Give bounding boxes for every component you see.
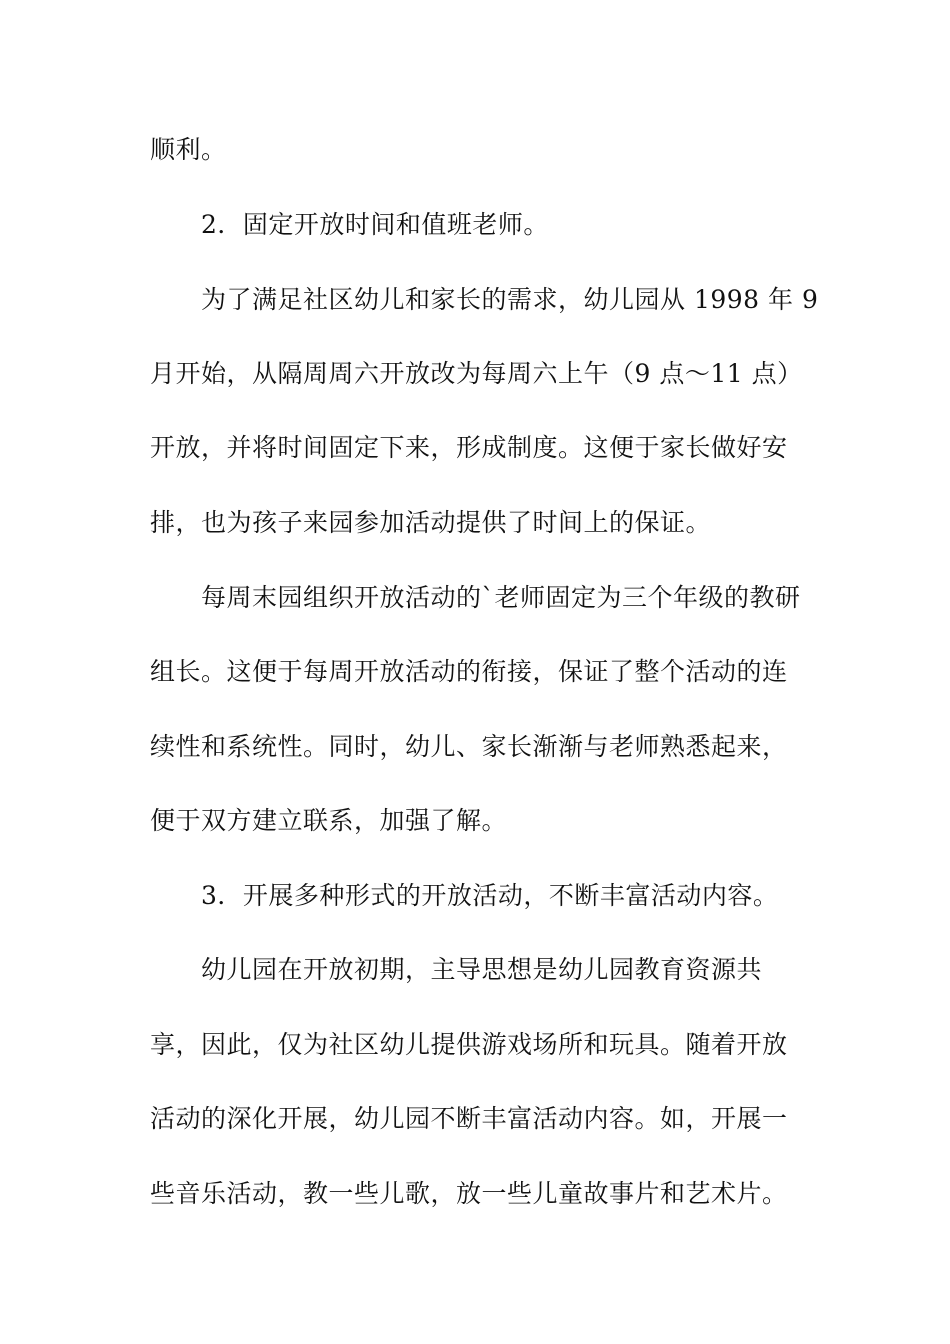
text-line: 些音乐活动，教一些儿歌，放一些儿童故事片和艺术片。 (150, 1179, 788, 1208)
text-line: 为了满足社区幼儿和家长的需求，幼儿园从 1998 年 9 (201, 285, 819, 314)
text-line: 开放，并将时间固定下来，形成制度。这便于家长做好安 (150, 433, 788, 462)
text-line: 顺利。 (150, 135, 227, 164)
text-line: 每周末园组织开放活动的`老师固定为三个年级的教研 (201, 583, 801, 612)
text-line: 月开始，从隔周周六开放改为每周六上午（9 点～11 点） (150, 359, 803, 388)
text-line: 便于双方建立联系，加强了解。 (150, 806, 508, 835)
text-line: 组长。这便于每周开放活动的衔接，保证了整个活动的连 (150, 657, 788, 686)
text-line: 活动的深化开展，幼儿园不断丰富活动内容。如，开展一 (150, 1104, 788, 1133)
section-heading: 2．固定开放时间和值班老师。 (201, 210, 549, 239)
text-line: 享，因此，仅为社区幼儿提供游戏场所和玩具。随着开放 (150, 1030, 788, 1059)
text-line: 排，也为孩子来园参加活动提供了时间上的保证。 (150, 508, 712, 537)
section-heading: 3．开展多种形式的开放活动，不断丰富活动内容。 (201, 881, 779, 910)
text-line: 续性和系统性。同时，幼儿、家长渐渐与老师熟悉起来， (150, 732, 788, 761)
text-line: 幼儿园在开放初期，主导思想是幼儿园教育资源共 (201, 955, 763, 984)
